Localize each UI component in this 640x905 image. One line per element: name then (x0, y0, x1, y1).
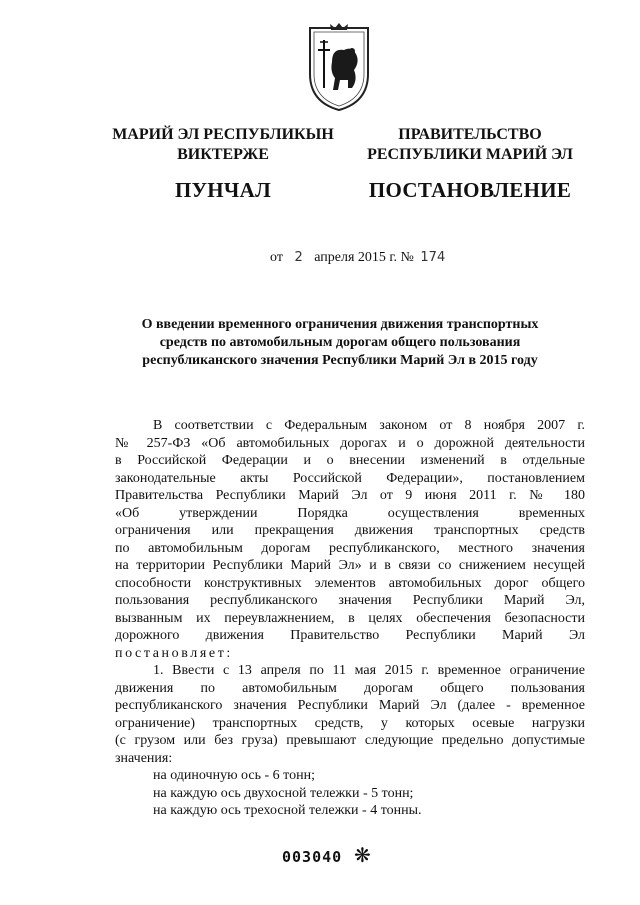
header-left-line2: ВИКТЕРЖЕ (177, 146, 269, 163)
header-left-line1: МАРИЙ ЭЛ РЕСПУБЛИКЫН (112, 126, 334, 143)
header-right-line1: ПРАВИТЕЛЬСТВО (398, 126, 542, 143)
body-line: «Об утверждении Порядка осуществления временных (115, 505, 585, 521)
body-line: значения: (115, 750, 173, 766)
list-item: на одиночную ось - 6 тонн; (153, 768, 315, 783)
list-item: на каждую ось трехосной тележки - 4 тонны. (153, 803, 422, 818)
body-line-resolves: постановляет: (115, 645, 233, 661)
body-line: вызванным их переувлажнением, в целях обеспечения безопасности (115, 610, 585, 626)
serial-number: 003040 (282, 848, 343, 866)
date-prefix: от (270, 250, 283, 265)
header-right-line2: РЕСПУБЛИКИ МАРИЙ ЭЛ (367, 146, 573, 163)
body-line: ограничения или прекращения движения транспортных средств (115, 523, 585, 538)
title-line: средств по автомобильным дорогам общего пользования (159, 335, 521, 350)
body-line: Правительства Республики Марий Эл от 9 июня 2011 г. № 180 (115, 488, 585, 503)
coat-of-arms-emblem (302, 22, 376, 114)
header-right-block (340, 125, 600, 203)
body-line: республиканского значения Республики Марий Эл (далее - временное (115, 698, 585, 713)
body-line: законодательные акты Российской Федерации», постановлением (115, 470, 585, 486)
asterisk-mark: ❋ (354, 843, 371, 867)
body-line: по автомобильным дорогам республиканского, местного значения (115, 540, 585, 556)
list-item: на каждую ось двухосной тележки - 5 тонн; (153, 785, 414, 801)
body-line: на территории Республики Марий Эл» и в связи со снижением несущей (115, 558, 585, 573)
body-line: дорожного движения Правительство Республики Марий Эл (115, 628, 585, 643)
body-line: (с грузом или без груза) превышают следующие предельно допустимые (115, 733, 585, 748)
date-day: 2 (294, 250, 303, 265)
document-date-line (270, 250, 445, 266)
header-right-doc-type: ПОСТАНОВЛЕНИЕ (368, 178, 572, 202)
body-line: № 257-ФЗ «Об автомобильных дорогах и о дорожной деятельности (115, 435, 585, 451)
title-line: республиканского значения Республики Марий Эл в 2015 году (142, 353, 538, 368)
body-line: способности конструктивных элементов автомобильных дорог общего (115, 575, 585, 591)
document-body (115, 417, 585, 820)
title-line: О введении временного ограничения движения транспортных (141, 317, 539, 332)
header-left-doc-type: ПУНЧАЛ (174, 178, 272, 202)
body-line: движения по автомобильным дорогам общего пользования (115, 680, 585, 696)
header-left-block (93, 125, 353, 203)
body-line: ограничение) транспортных средств, у которых осевые нагрузки (115, 715, 585, 731)
body-line: 1. Ввести с 13 апреля по 11 мая 2015 г. временное ограничение (153, 663, 585, 678)
document-title (100, 316, 580, 370)
body-line: в Российской Федерации и о внесении изменений в отдельные (115, 453, 585, 468)
date-month-year: апреля 2015 г. № (314, 250, 414, 265)
document-number: 174 (420, 250, 446, 265)
body-line: пользования республиканского значения Республики Марий Эл, (115, 593, 585, 608)
body-line: В соответствии с Федеральным законом от 8 ноября 2007 г. (153, 418, 585, 433)
